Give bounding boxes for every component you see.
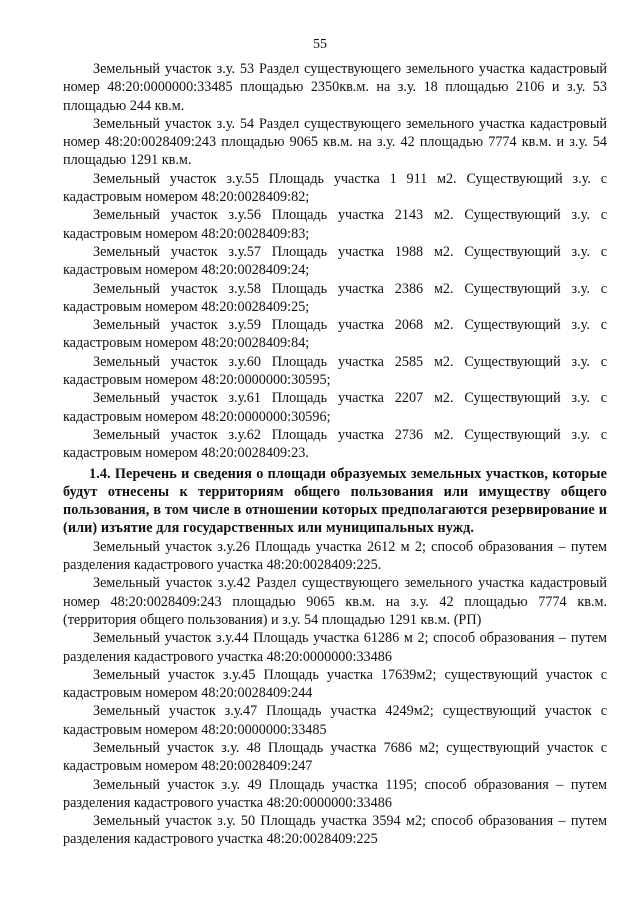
page-number: 55 bbox=[313, 37, 327, 52]
paragraph-zu-58: Земельный участок з.у.58 Площадь участка 2386 м2. Существующий з.у. с кадастровым номером 48:20:0028409:25; bbox=[63, 280, 607, 315]
paragraph-zu-50: Земельный участок з.у. 50 Площадь участка 3594 м2; способ образования – путем разделения кадастрового участка 48:20:0028409:225 bbox=[63, 813, 607, 848]
paragraph-zu-45: Земельный участок з.у.45 Площадь участка 17639м2; существующий участок с кадастровым номером 48:20:0028409:244 bbox=[63, 666, 607, 702]
paragraph-zu-57: Земельный участок з.у.57 Площадь участка 1988 м2. Существующий з.у. с кадастровым номером 48:20:0028409:24; bbox=[63, 243, 607, 279]
document-body bbox=[63, 60, 607, 849]
paragraph-zu-60: Земельный участок з.у.60 Площадь участка 2585 м2. Существующий з.у. с кадастровым номером 48:20:0000000:30595; bbox=[63, 353, 607, 389]
paragraph-zu-55: Земельный участок з.у.55 Площадь участка 1 911 м2. Существующий з.у. с кадастровым номером 48:20:0028409:82; bbox=[63, 170, 607, 206]
paragraph-zu-59: Земельный участок з.у.59 Площадь участка 2068 м2. Существующий з.у. с кадастровым номером 48:20:0028409:84; bbox=[63, 317, 607, 352]
paragraph-zu-49: Земельный участок з.у. 49 Площадь участка 1195; способ образования – путем разделения кадастрового участка 48:20:0000000:33486 bbox=[63, 776, 607, 811]
paragraph-zu-62: Земельный участок з.у.62 Площадь участка 2736 м2. Существующий з.у. с кадастровым номером 48:20:0028409:23. bbox=[63, 426, 607, 462]
paragraph-zu-44: Земельный участок з.у.44 Площадь участка 61286 м 2; способ образования – путем разделения кадастрового участка 48:20:0000000:33486 bbox=[63, 630, 607, 665]
paragraph-zu-26: Земельный участок з.у.26 Площадь участка 2612 м 2; способ образования – путем разделения кадастрового участка 48:20:0028409:225. bbox=[63, 538, 607, 574]
paragraph-zu-47: Земельный участок з.у.47 Площадь участка 4249м2; существующий участок с кадастровым номером 48:20:0000000:33485 bbox=[63, 703, 607, 738]
paragraph-zu-54: Земельный участок з.у. 54 Раздел существующего земельного участка кадастровый номер 48:20:0028409:243 площадью 9065 кв.м. на з.у. 42 площадью 7774 кв.м. и з.у. 54 площадью 1291 кв.м. bbox=[63, 115, 607, 169]
paragraph-zu-42: Земельный участок з.у.42 Раздел существующего земельного участка кадастровый номер 48:20:0028409:243 площадью 9065 кв.м. на з.у. 42 площадью 7774 кв.м. (территория общего пользования) и з.у. 54 площадью 1291 кв.м. (РП) bbox=[63, 575, 607, 628]
paragraph-zu-53: Земельный участок з.у. 53 Раздел существующего земельного участка кадастровый номер 48:20:0000000:33485 площадью 2350кв.м. на з.у. 18 площадью 2106 и з.у. 53 площадью 244 кв.м. bbox=[63, 61, 607, 114]
paragraph-zu-48: Земельный участок з.у. 48 Площадь участка 7686 м2; существующий участок с кадастровым номером 48:20:0028409:247 bbox=[63, 739, 607, 775]
paragraph-zu-56: Земельный участок з.у.56 Площадь участка 2143 м2. Существующий з.у. с кадастровым номером 48:20:0028409:83; bbox=[63, 207, 607, 242]
paragraph-zu-61: Земельный участок з.у.61 Площадь участка 2207 м2. Существующий з.у. с кадастровым номером 48:20:0000000:30596; bbox=[63, 390, 607, 425]
section-heading: 1.4. Перечень и сведения о площади образуемых земельных участков, которые будут отнесены к территориям общего пользования или имуществу общего пользования, в том числе в отношении которых предполагаются резервирование и (или) изъятие для государственных или муниципальных нужд. bbox=[63, 465, 607, 537]
